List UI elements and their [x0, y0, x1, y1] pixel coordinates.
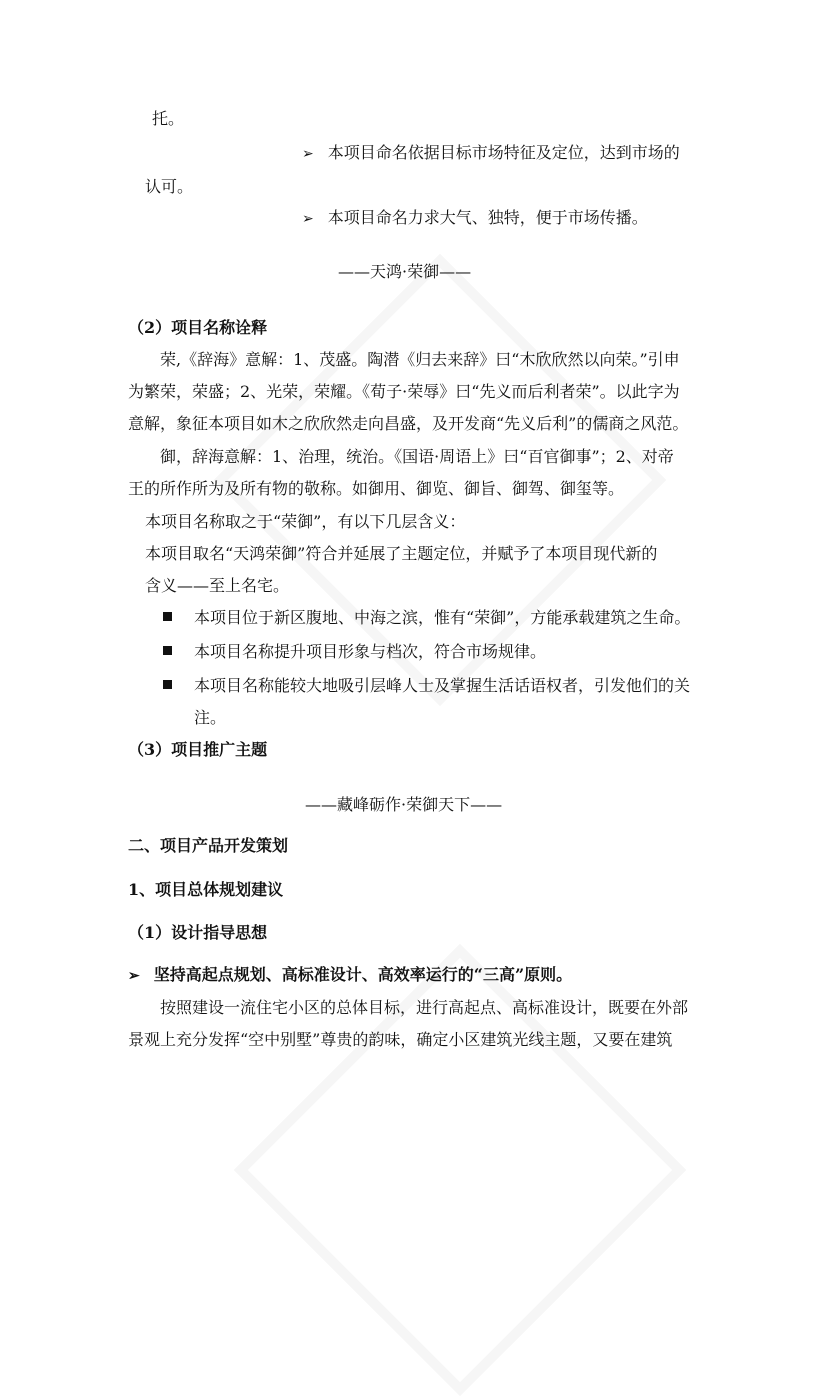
arrow-icon: ➢	[302, 146, 314, 162]
square-bullet-item	[163, 642, 546, 661]
text-line: 注。	[194, 708, 227, 727]
text-line: 本项目名称能较大地吸引层峰人士及掌握生活话语权者，引发他们的关	[194, 676, 691, 695]
section-heading: （2）项目名称诠释	[128, 318, 268, 337]
arrow-bullet-item	[302, 143, 680, 163]
text-line: 本项目名称提升项目形象与档次，符合市场规律。	[194, 642, 547, 661]
text-line: 本项目名称取之于“荣御”，有以下几层含义：	[145, 512, 466, 531]
text-line: 认可。	[145, 177, 194, 196]
text-line: 御，辞海意解：1、治理，统治。《国语·周语上》曰“百官御事”；2、对帝	[160, 447, 674, 466]
text-line: 意解，象征本项目如木之欣欣然走向昌盛，及开发商“先义后利”的儒商之风范。	[128, 414, 689, 433]
text-line: 本项目位于新区腹地、中海之滨，惟有“荣御”，方能承载建筑之生命。	[194, 608, 691, 627]
square-bullet-icon	[163, 646, 172, 655]
text-line: 托。	[152, 109, 185, 128]
slogan: ——天鸿·荣御——	[338, 262, 472, 281]
arrow-icon: ➢	[302, 211, 314, 227]
text-line: 按照建设一流住宅小区的总体目标，进行高起点、高标准设计，既要在外部	[160, 998, 689, 1017]
square-bullet-item	[163, 676, 690, 695]
text-line: 本项目命名依据目标市场特征及定位，达到市场的	[327, 143, 680, 162]
text-line: 王的所作所为及所有物的敬称。如御用、御览、御旨、御驾、御玺等。	[128, 479, 625, 498]
text-line: 本项目取名“天鸿荣御”符合并延展了主题定位，并赋予了本项目现代新的	[145, 544, 658, 563]
square-bullet-icon	[163, 680, 172, 689]
section-heading: （3）项目推广主题	[128, 740, 268, 759]
arrow-icon: ➢	[128, 968, 140, 984]
text-line: 为繁荣，荣盛；2、光荣，荣耀。《荀子·荣辱》曰“先义而后利者荣”。以此字为	[128, 382, 680, 401]
text-line: 含义——至上名宅。	[145, 576, 290, 595]
arrow-bullet-item	[128, 965, 572, 985]
slogan: ——藏峰砺作·荣御天下——	[305, 795, 503, 814]
arrow-bullet-item	[302, 208, 648, 228]
square-bullet-item	[163, 608, 690, 627]
text-line: 景观上充分发挥“空中别墅”尊贵的韵味，确定小区建筑光线主题，又要在建筑	[128, 1030, 673, 1049]
chapter-heading: 二、项目产品开发策划	[128, 836, 289, 855]
text-line: 坚持高起点规划、高标准设计、高效率运行的“三高”原则。	[153, 965, 573, 984]
subsection-heading: （1）设计指导思想	[128, 923, 268, 942]
section-heading: 1、项目总体规划建议	[128, 880, 284, 899]
text-line: 荣,《辞海》意解：1、茂盛。陶潜《归去来辞》曰“木欣欣然以向荣。”引申	[160, 350, 680, 369]
square-bullet-icon	[163, 612, 172, 621]
text-line: 本项目命名力求大气、独特，便于市场传播。	[327, 208, 648, 227]
